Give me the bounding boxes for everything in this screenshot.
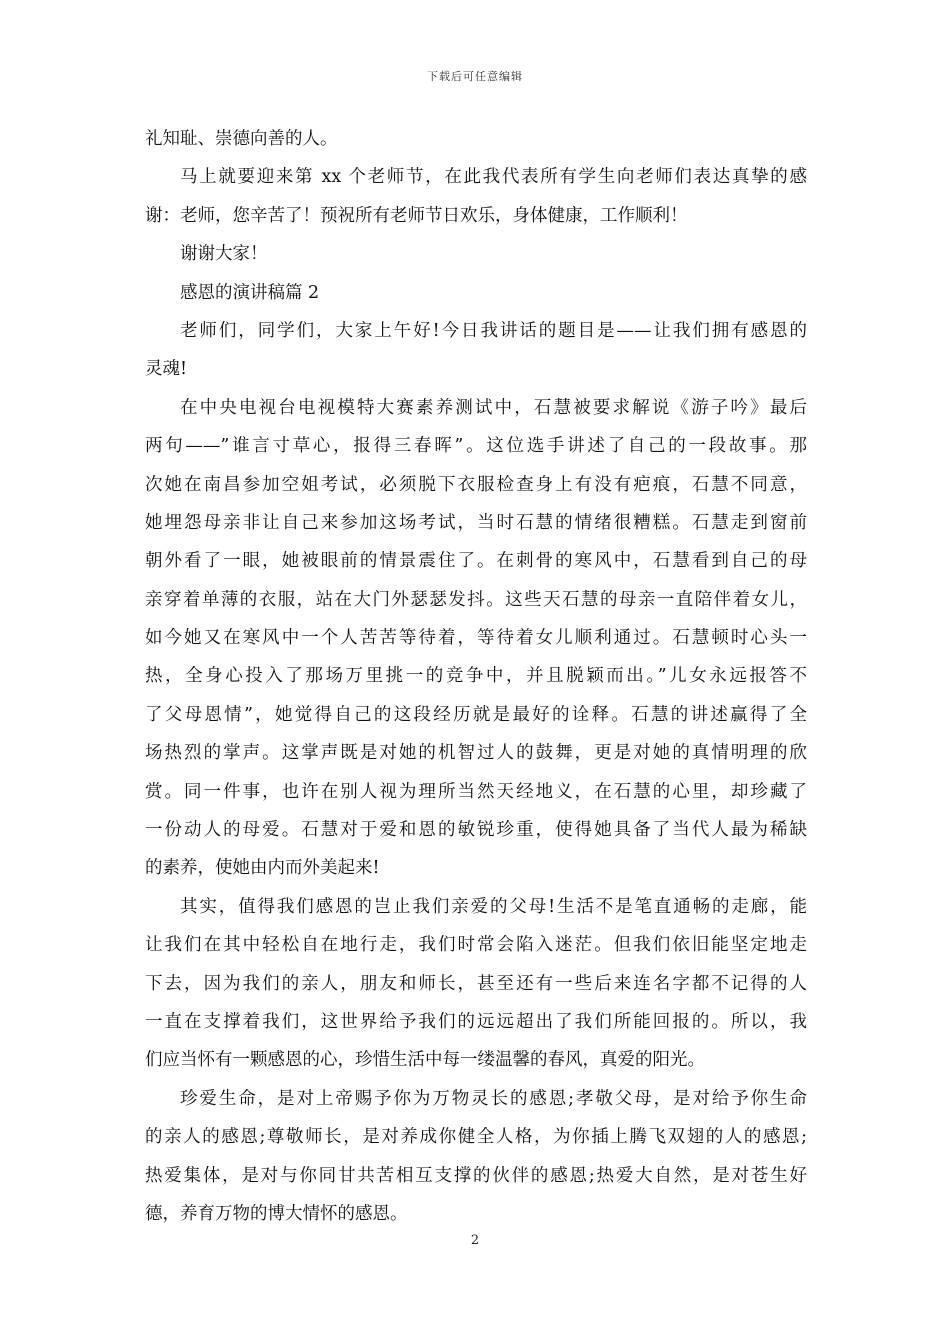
paragraph xyxy=(145,158,807,235)
text-line: 在中央电视台电视模特大赛素养测试中，石慧被要求解说《游子吟》最后 xyxy=(180,397,807,418)
text-line: 亲穿着单薄的衣服，站在大门外瑟瑟发抖。这些天石慧的母亲一直陪伴着女儿， xyxy=(145,589,807,610)
paragraph xyxy=(145,1080,807,1234)
text-line: 珍爱生命，是对上帝赐予你为万物灵长的感恩;孝敬父母，是对给予你生命 xyxy=(180,1088,807,1109)
page-number: 2 xyxy=(470,1233,480,1248)
paragraph xyxy=(145,274,807,312)
text-line: 了父母恩情”，她觉得自己的这段经历就是最好的诠释。石慧的讲述赢得了全 xyxy=(145,704,807,725)
text-line: 老师们，同学们，大家上午好!今日我讲话的题目是——让我们拥有感恩的 xyxy=(180,320,807,341)
text-line: 一份动人的母爱。石慧对于爱和恩的敏锐珍重，使得她具备了当代人最为稀缺 xyxy=(145,820,807,841)
text-line: 赏。同一件事，也许在别人视为理所当然天经地义，在石慧的心里，却珍藏了 xyxy=(145,781,807,802)
text-line: 一直在支撑着我们，这世界给予我们的远远超出了我们所能回报的。所以，我 xyxy=(145,1011,807,1032)
text-line: 热爱集体，是对与你同甘共苦相互支撑的伙伴的感恩;热爱大自然，是对苍生好 xyxy=(145,1165,807,1186)
text-line: 如今她又在寒风中一个人苦苦等待着，等待着女儿顺利通过。石慧顿时心头一 xyxy=(145,628,807,649)
paragraph xyxy=(145,120,807,158)
text-line: 朝外看了一眼，她被眼前的情景震住了。在刺骨的寒风中，石慧看到自己的母 xyxy=(145,551,807,572)
paragraph xyxy=(145,312,807,389)
text-line: 们应当怀有一颗感恩的心，珍惜生活中每一缕温馨的春风，真爱的阳光。 xyxy=(145,1050,705,1071)
text-line: 两句——”谁言寸草心，报得三春晖”。这位选手讲述了自己的一段故事。那 xyxy=(145,436,807,457)
text-line: 的素养，使她由内而外美起来! xyxy=(145,858,380,879)
text-line: 的亲人的感恩;尊敬师长，是对养成你健全人格，为你插上腾飞双翅的人的感恩; xyxy=(145,1127,807,1148)
text-line: 礼知耻、崇德向善的人。 xyxy=(145,129,338,149)
text-line: 谢谢大家！ xyxy=(180,244,268,265)
text-line: 次她在南昌参加空姐考试，必须脱下衣服检查身上有没有疤痕，石慧不同意， xyxy=(145,474,807,495)
page-header: 下载后可任意编辑 xyxy=(427,70,523,83)
text-line: 感恩的演讲稿篇 2 xyxy=(180,282,320,303)
paragraph xyxy=(145,389,807,888)
text-line: 德，养育万物的博大情怀的感恩。 xyxy=(145,1203,408,1224)
document-body xyxy=(145,120,807,1233)
text-line: 谢：老师，您辛苦了！预祝所有老师节日欢乐，身体健康，工作顺利！ xyxy=(145,205,688,226)
paragraph xyxy=(145,888,807,1080)
text-line: 马上就要迎来第 xx 个老师节，在此我代表所有学生向老师们表达真挚的感 xyxy=(180,167,807,188)
text-line: 场热烈的掌声。这掌声既是对她的机智过人的鼓舞，更是对她的真情明理的欣 xyxy=(145,743,807,764)
text-line: 她埋怨母亲非让自己来参加这场考试，当时石慧的情绪很糟糕。石慧走到窗前 xyxy=(145,512,807,533)
paragraph xyxy=(145,235,807,273)
text-line: 其实，值得我们感恩的岂止我们亲爱的父母!生活不是笔直通畅的走廊，能 xyxy=(180,896,807,917)
text-line: 灵魂! xyxy=(145,359,188,380)
text-line: 下去，因为我们的亲人，朋友和师长，甚至还有一些后来连名字都不记得的人 xyxy=(145,973,807,994)
text-line: 让我们在其中轻松自在地行走，我们时常会陷入迷茫。但我们依旧能坚定地走 xyxy=(145,935,807,956)
text-line: 热，全身心投入了那场万里挑一的竞争中，并且脱颖而出。”儿女永远报答不 xyxy=(145,666,807,687)
